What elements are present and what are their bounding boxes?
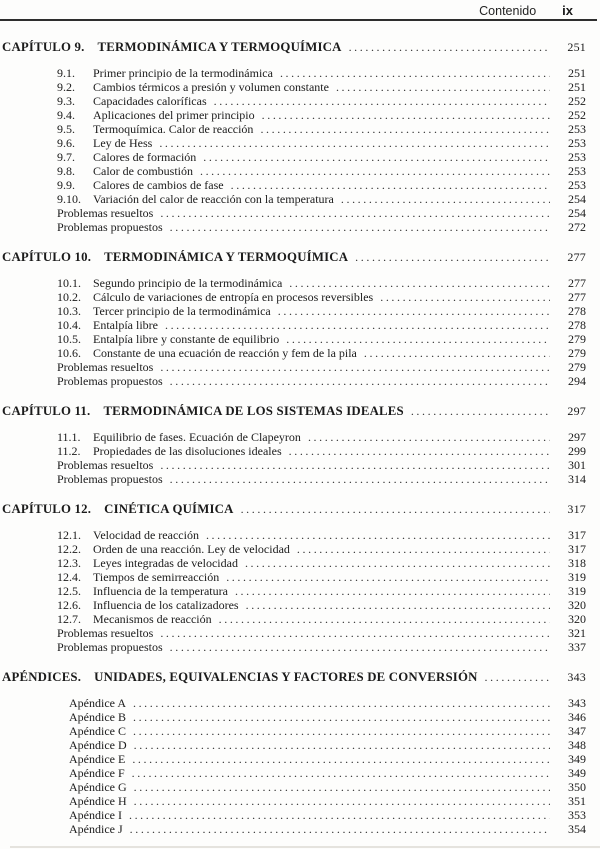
chapter-heading-row [2,250,586,264]
dot-leader [260,122,550,136]
dot-leader [130,822,550,836]
entry-page-number: 321 [568,626,586,640]
dot-leader [134,738,550,752]
toc-entry-row [2,80,586,94]
dot-leader [160,360,550,374]
toc-entry-row [2,822,586,836]
toc-entry-row [2,444,586,458]
entry-title: Leyes integradas de velocidad [93,556,238,570]
entry-title: Mecanismos de reacción [93,612,212,626]
entry-title: Problemas resueltos [57,626,154,640]
toc-entry-row [2,752,586,766]
toc-entry-row [2,150,586,164]
dot-leader [170,374,550,388]
chapter-entries [2,696,586,836]
dot-leader [246,598,550,612]
entry-page-number: 294 [568,374,586,388]
chapter-page-number: 297 [567,404,586,418]
entry-page-number: 318 [568,556,586,570]
entry-number: 11.2. [57,444,81,458]
entry-number: 12.5. [57,584,81,598]
dot-leader [380,290,550,304]
dot-leader [134,794,550,808]
entry-number: 12.4. [57,570,81,584]
chapter-label: CAPÍTULO 11. [2,404,91,418]
dot-leader [170,220,550,234]
entry-title: Problemas propuestos [57,374,163,388]
entry-title: Termoquímica. Calor de reacción [93,122,254,136]
entry-title: Ley de Hess [93,136,153,150]
entry-page-number: 278 [568,304,586,318]
entry-number: 9.2. [57,80,75,94]
chapter-entries [2,528,586,654]
chapter-heading-row [2,40,586,54]
entry-title: Influencia de la temperatura [93,584,228,598]
entry-page-number: 251 [568,66,586,80]
entry-number: 12.6. [57,598,81,612]
chapter-page-number: 343 [567,670,586,684]
entry-number: 12.7. [57,612,81,626]
entry-number: 10.2. [57,290,81,304]
toc-entry-row [2,542,586,556]
toc-entry-row [2,374,586,388]
toc-entry-row [2,122,586,136]
entry-page-number: 278 [568,318,586,332]
entry-number: 9.10. [57,192,81,206]
entry-page-number: 253 [568,122,586,136]
dot-leader [231,178,550,192]
entry-page-number: 251 [568,80,586,94]
entry-page-number: 277 [568,276,586,290]
toc-entry-row [2,584,586,598]
entry-page-number: 353 [568,808,586,822]
toc-entry-row [2,136,586,150]
toc-entry-row [2,472,586,486]
entry-number: 12.2. [57,542,81,556]
chapter-label: CAPÍTULO 10. [2,250,92,264]
entry-number: 9.8. [57,164,75,178]
toc-entry-row [2,318,586,332]
entry-page-number: 252 [568,94,586,108]
toc-entry-row [2,94,586,108]
entry-number: 10.1. [57,276,81,290]
toc-entry-row [2,528,586,542]
entry-title: Influencia de los catalizadores [93,598,239,612]
entry-title: Apéndice I [69,808,122,822]
folio-page-number: ix [562,3,573,18]
entry-title: Problemas propuestos [57,472,163,486]
chapter-entries [2,276,586,388]
chapter-section [2,404,586,486]
toc-entry-row [2,276,586,290]
entry-title: Constante de una ecuación de reacción y fem de la pila [93,346,357,360]
toc-entry-row [2,612,586,626]
toc-entry-row [2,710,586,724]
dot-leader [280,66,550,80]
entry-title: Capacidades caloríficas [93,94,207,108]
entry-number: 9.7. [57,150,75,164]
entry-title: Calores de formación [93,150,197,164]
dot-leader [133,724,550,738]
entry-page-number: 350 [568,780,586,794]
toc-entry-row [2,290,586,304]
dot-leader [219,612,550,626]
entry-page-number: 320 [568,598,586,612]
dot-leader [160,626,550,640]
entry-page-number: 279 [568,332,586,346]
dot-leader [349,40,550,54]
entry-title: Problemas resueltos [57,360,154,374]
chapter-section [2,40,586,234]
dot-leader [364,346,550,360]
chapter-title: TERMODINÁMICA DE LOS SISTEMAS IDEALES [103,404,404,418]
toc-entry-row [2,724,586,738]
dot-leader [336,80,550,94]
dot-leader [297,542,550,556]
entry-title: Calores de cambios de fase [93,178,224,192]
dot-leader [206,528,550,542]
chapter-heading-row [2,502,586,516]
dot-leader [170,640,550,654]
entry-title: Apéndice H [69,794,127,808]
entry-title: Problemas propuestos [57,640,163,654]
dot-leader [262,108,550,122]
entry-page-number: 343 [568,696,586,710]
entry-page-number: 254 [568,192,586,206]
chapter-heading-row [2,670,586,684]
toc-entry-row [2,220,586,234]
entry-page-number: 337 [568,640,586,654]
dot-leader [214,94,550,108]
chapter-title: TERMODINÁMICA Y TERMOQUÍMICA [104,250,349,264]
dot-leader [200,164,550,178]
entry-page-number: 349 [568,752,586,766]
entry-number: 9.9. [57,178,75,192]
entry-title: Problemas propuestos [57,220,163,234]
entry-title: Apéndice D [69,738,127,752]
entry-title: Aplicaciones del primer principio [93,108,255,122]
entry-number: 12.1. [57,528,81,542]
entry-page-number: 301 [568,458,586,472]
entry-page-number: 317 [568,542,586,556]
toc-entry-row [2,570,586,584]
dot-leader [159,136,550,150]
entry-title: Problemas resueltos [57,458,154,472]
dot-leader [411,404,550,418]
entry-page-number: 297 [568,430,586,444]
entry-page-number: 253 [568,164,586,178]
toc-entry-row [2,766,586,780]
chapter-entries [2,66,586,234]
entry-page-number: 349 [568,766,586,780]
dot-leader [160,206,550,220]
dot-leader [485,670,550,684]
toc-entry-row [2,178,586,192]
entry-title: Calor de combustión [93,164,193,178]
entry-page-number: 277 [568,290,586,304]
toc-sections [2,40,586,836]
running-title: Contenido [479,4,537,18]
entry-title: Apéndice C [69,724,126,738]
entry-page-number: 314 [568,472,586,486]
toc-entry-row [2,332,586,346]
chapter-page-number: 317 [567,502,586,516]
toc-entry-row [2,780,586,794]
entry-page-number: 317 [568,528,586,542]
entry-number: 9.4. [57,108,75,122]
entry-title: Apéndice E [69,752,126,766]
toc-entry-row [2,458,586,472]
entry-page-number: 279 [568,346,586,360]
entry-title: Cambios térmicos a presión y volumen constante [93,80,329,94]
entry-page-number: 351 [568,794,586,808]
chapter-title: UNIDADES, EQUIVALENCIAS Y FACTORES DE CONVERSIÓN [94,670,478,684]
entry-title: Cálculo de variaciones de entropía en procesos reversibles [93,290,374,304]
chapter-page-number: 277 [567,250,586,264]
chapter-label: CAPÍTULO 12. [2,502,92,516]
chapter-title: TERMODINÁMICA Y TERMOQUÍMICA [97,40,342,54]
entry-page-number: 320 [568,612,586,626]
dot-leader [133,696,550,710]
entry-number: 9.5. [57,122,75,136]
entry-title: Tercer principio de la termodinámica [93,304,271,318]
dot-leader [241,502,550,516]
entry-title: Apéndice A [69,696,126,710]
entry-number: 10.3. [57,304,81,318]
chapter-page-number: 251 [567,40,586,54]
entry-page-number: 272 [568,220,586,234]
dot-leader [308,430,550,444]
header-rule [0,19,597,21]
entry-number: 9.3. [57,94,75,108]
entry-title: Orden de una reacción. Ley de velocidad [93,542,290,556]
entry-page-number: 279 [568,360,586,374]
chapter-section [2,502,586,654]
page-header [0,3,573,18]
entry-title: Apéndice B [69,710,126,724]
entry-number: 9.6. [57,136,75,150]
dot-leader [278,304,550,318]
chapter-heading-row [2,404,586,418]
dot-leader [341,192,550,206]
toc-entry-row [2,696,586,710]
toc-entry-row [2,598,586,612]
entry-number: 10.5. [57,332,81,346]
toc-entry-row [2,360,586,374]
toc-entry-row [2,640,586,654]
entry-title: Primer principio de la termodinámica [93,66,273,80]
dot-leader [226,570,550,584]
entry-title: Apéndice F [69,766,125,780]
scan-artifact [10,846,600,848]
toc-entry-row [2,626,586,640]
chapter-section [2,250,586,388]
entry-number: 11.1. [57,430,81,444]
entry-title: Entalpía libre y constante de equilibrio [93,332,280,346]
toc-entry-row [2,192,586,206]
entry-title: Variación del calor de reacción con la temperatura [93,192,334,206]
dot-leader [355,250,550,264]
entry-title: Segundo principio de la termodinámica [93,276,283,290]
entry-page-number: 253 [568,150,586,164]
toc-entry-row [2,794,586,808]
entry-title: Equilibrio de fases. Ecuación de Clapeyron [93,430,301,444]
dot-leader [235,584,550,598]
entry-title: Entalpía libre [93,318,158,332]
entry-title: Apéndice J [69,822,123,836]
dot-leader [170,472,550,486]
entry-title: Problemas resueltos [57,206,154,220]
chapter-label: CAPÍTULO 9. [2,40,85,54]
toc-entry-row [2,66,586,80]
toc-entry-row [2,738,586,752]
chapter-entries [2,430,586,486]
toc-entry-row [2,108,586,122]
dot-leader [160,458,550,472]
toc-entry-row [2,346,586,360]
chapter-label: APÉNDICES. [2,670,82,684]
dot-leader [286,332,550,346]
entry-page-number: 253 [568,136,586,150]
entry-number: 9.1. [57,66,75,80]
toc-entry-row [2,430,586,444]
entry-page-number: 253 [568,178,586,192]
toc-entry-row [2,304,586,318]
dot-leader [133,710,550,724]
dot-leader [132,766,550,780]
entry-page-number: 252 [568,108,586,122]
dot-leader [203,150,550,164]
dot-leader [245,556,550,570]
entry-number: 12.3. [57,556,81,570]
chapter-title: CINÉTICA QUÍMICA [104,502,234,516]
entry-page-number: 254 [568,206,586,220]
entry-title: Velocidad de reacción [93,528,199,542]
entry-page-number: 347 [568,724,586,738]
entry-title: Apéndice G [69,780,127,794]
entry-page-number: 319 [568,584,586,598]
entry-page-number: 299 [568,444,586,458]
dot-leader [289,444,550,458]
dot-leader [289,276,550,290]
entry-page-number: 346 [568,710,586,724]
entry-page-number: 348 [568,738,586,752]
chapter-section [2,670,586,836]
toc-entry-row [2,206,586,220]
entry-title: Tiempos de semirreacción [93,570,220,584]
dot-leader [132,752,550,766]
entry-page-number: 354 [568,822,586,836]
toc-entry-row [2,164,586,178]
entry-number: 10.6. [57,346,81,360]
toc-entry-row [2,556,586,570]
entry-number: 10.4. [57,318,81,332]
entry-title: Propiedades de las disoluciones ideales [93,444,282,458]
toc-entry-row [2,808,586,822]
dot-leader [129,808,550,822]
entry-page-number: 319 [568,570,586,584]
dot-leader [165,318,550,332]
dot-leader [134,780,550,794]
